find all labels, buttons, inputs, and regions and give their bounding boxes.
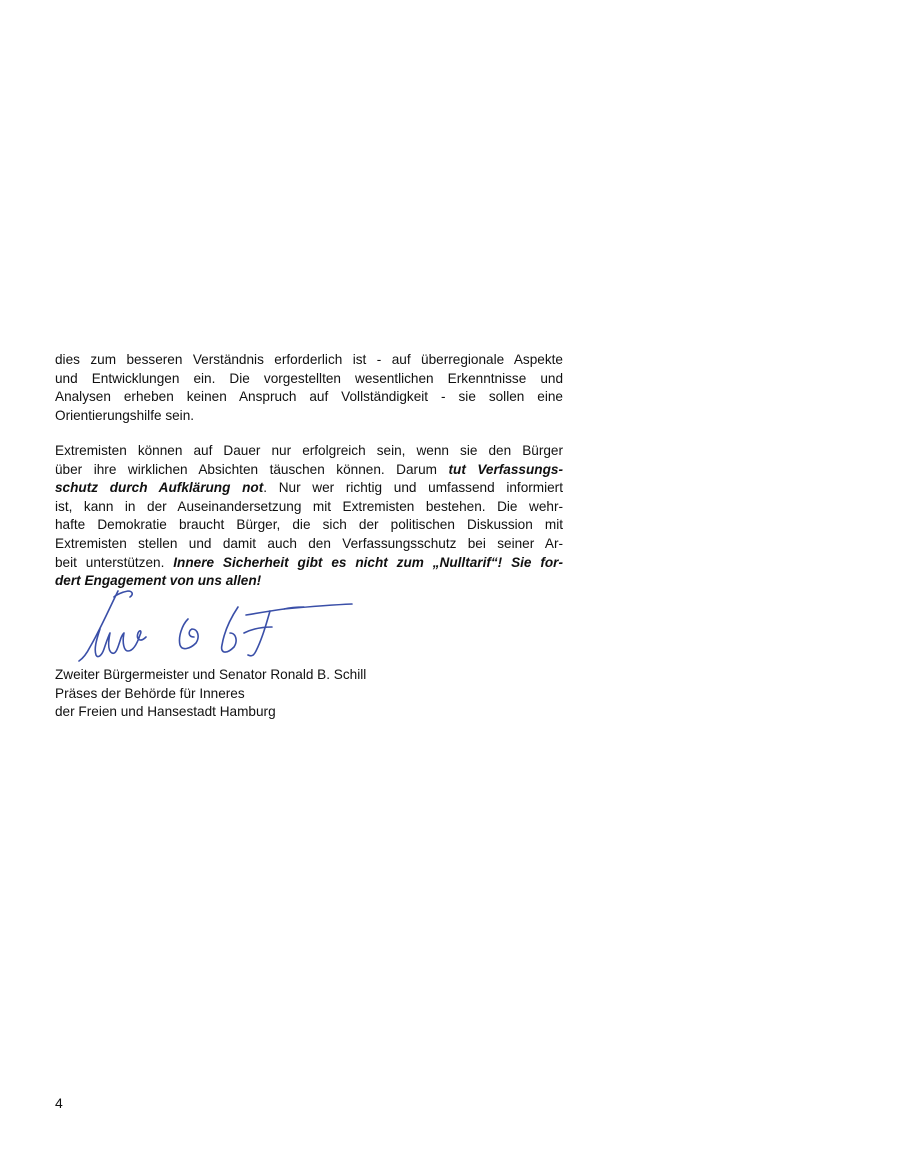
text-line — [55, 479, 563, 498]
intro-paragraph — [55, 351, 563, 425]
handwritten-signature — [70, 585, 360, 665]
emphasis-text: dert Engagement von uns allen! — [55, 573, 262, 589]
text-line: Extremisten können auf Dauer nur erfolgreich sein, wenn sie den Bürger — [55, 443, 563, 458]
text-line: und Entwicklungen ein. Die vorgestellten wesentlichen Erkenntnisse und — [55, 370, 563, 386]
text-run: über ihre wirklichen Absichten täuschen können. Darum — [55, 461, 449, 477]
text-line: dies zum besseren Verständnis erforderlich ist - auf überregionale Aspekte — [55, 352, 563, 367]
text-line — [55, 554, 563, 573]
signatory-office: Präses der Behörde für Inneres — [55, 685, 245, 701]
text-line: Orientierungshilfe sein. — [55, 407, 195, 423]
page-number: 4 — [55, 1095, 63, 1111]
text-run: beit unterstützen. — [55, 554, 174, 570]
main-paragraph — [55, 442, 563, 591]
signatory-title: Zweiter Bürgermeister und Senator Ronald B. Schill — [55, 667, 367, 682]
text-line: ist, kann in der Auseinandersetzung mit Extremisten bestehen. Die wehr- — [55, 498, 563, 514]
signature-graphic — [70, 585, 360, 665]
emphasis-text: tut Verfassungs- — [448, 461, 563, 477]
text-line: hafte Demokratie braucht Bürger, die sich der politischen Diskussion mit — [55, 517, 563, 533]
text-line: Analysen erheben keinen Anspruch auf Vollständigkeit - sie sollen eine — [55, 389, 563, 405]
signatory-city: der Freien und Hansestadt Hamburg — [55, 704, 276, 720]
text-line: Extremisten stellen und damit auch den Verfassungsschutz bei seiner Ar- — [55, 535, 563, 551]
signatory-block — [55, 666, 366, 722]
emphasis-text: Innere Sicherheit gibt es nicht zum „Nulltarif“! Sie for- — [173, 554, 564, 570]
text-line — [55, 461, 563, 480]
text-run: . Nur wer richtig und umfassend informiert — [263, 480, 563, 496]
emphasis-text: schutz durch Aufklärung not — [55, 480, 264, 496]
